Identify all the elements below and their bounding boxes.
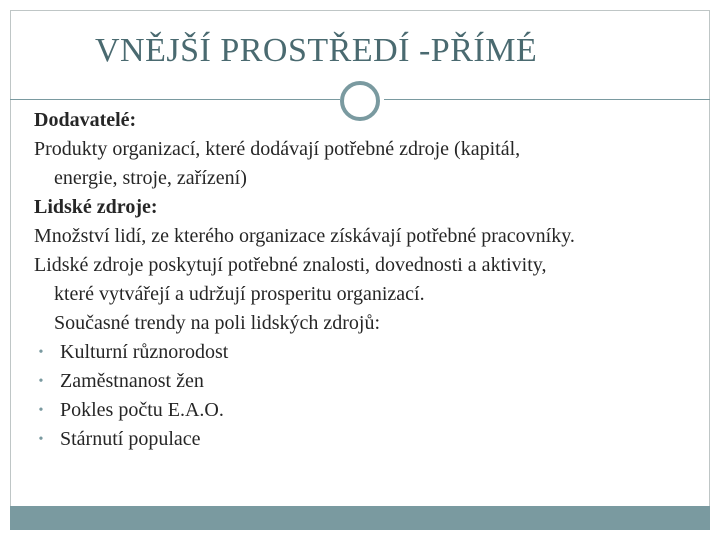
text-suppliers-1: Produkty organizací, které dodávají potřebné zdroje (kapitál, — [34, 138, 521, 160]
text-hr-2: Lidské zdroje poskytují potřebné znalosti, dovednosti a aktivity, — [34, 254, 547, 276]
list-item-label: Stárnutí populace — [60, 428, 201, 450]
list-item-label: Kulturní různorodost — [60, 341, 229, 363]
list-item — [34, 367, 704, 396]
bullet-icon: • — [38, 374, 44, 389]
title-divider-right — [384, 99, 710, 100]
list-item-label: Zaměstnanost žen — [60, 370, 204, 392]
heading-human-resources: Lidské zdroje: — [34, 196, 158, 218]
list-item — [34, 396, 704, 425]
bullet-icon: • — [38, 432, 44, 447]
slide-content — [34, 106, 704, 454]
list-item — [34, 425, 704, 454]
heading-suppliers: Dodavatelé: — [34, 109, 137, 131]
text-trends-heading: Současné trendy na poli lidských zdrojů: — [54, 312, 381, 334]
list-item-label: Pokles počtu E.A.O. — [60, 399, 224, 421]
text-hr-3: které vytvářejí a udržují prosperitu organizací. — [54, 283, 425, 305]
bullet-icon: • — [38, 345, 44, 360]
list-item — [34, 338, 704, 367]
footer-bar — [10, 506, 710, 530]
text-suppliers-2: energie, stroje, zařízení) — [54, 167, 247, 189]
bullet-icon: • — [38, 403, 44, 418]
title-divider-left — [10, 99, 340, 100]
text-hr-1: Množství lidí, ze kterého organizace získávají potřebné pracovníky. — [34, 225, 575, 247]
slide-title: VNĚJŠÍ PROSTŘEDÍ -PŘÍMÉ — [95, 32, 538, 69]
